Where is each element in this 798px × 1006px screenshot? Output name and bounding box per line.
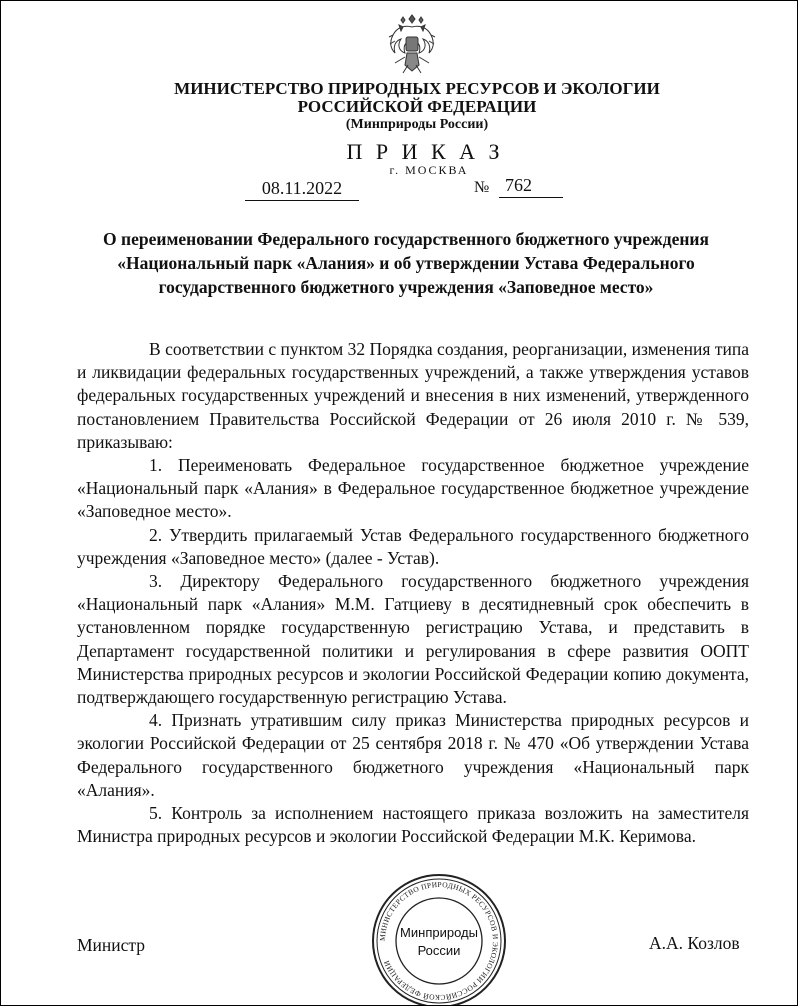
order-item-5: 5. Контроль за исполнением настоящего приказа возложить на заместителя Министра природных ресурсов и экологии Российской Федерации М.К. Керимова. [77,803,749,847]
ministry-short-name: (Минприроды России) [345,117,489,132]
title-line: «Национальный парк «Алания» и об утверждении Устава Федерального [117,253,695,273]
signatory-position: Министр [77,935,146,955]
order-item-4: 4. Признать утратившим силу приказ Министерства природных ресурсов и экологии Российской Федерации от 25 сентября 2018 г. № 470 «Об утверждении Устава Федерального государственного бюджетного учреждения «Национальный парк «Алания». [77,710,749,800]
document-body [77,338,749,848]
document-date: 08.11.2022 [245,178,359,201]
document-city: г. МОСКВА [389,163,469,177]
document-title [61,227,751,299]
number-label: № [474,179,490,196]
intro-paragraph: В соответствии с пунктом 32 Порядка создания, реорганизации, изменения типа и ликвидации федеральных государственных учреждений, а также утверждения уставов федеральных государственных учреждений и внесения в них изменений, утвержденного постановлением Правительства Российской Федерации от 26 июля 2010 г. № 539, приказываю: [77,339,749,452]
order-item-2: 2. Утвердить прилагаемый Устав Федерального государственного бюджетного учреждения «Заповедное место» (далее - Устав). [77,524,749,568]
title-line: О переименовании Федерального государственного бюджетного учреждения [103,229,709,249]
document-type: П Р И К А З [346,139,504,164]
order-item-1: 1. Переименовать Федеральное государственное бюджетное учреждение «Национальный парк «Алания» в Федеральное государственное бюджетное учреждение «Заповедное место». [77,455,749,522]
official-stamp [369,871,509,1006]
ministry-name-line1: МИНИСТЕРСТВО ПРИРОДНЫХ РЕСУРСОВ И ЭКОЛОГИИ [174,79,660,98]
title-line: государственного бюджетного учреждения «Заповедное место» [158,277,654,297]
stamp-center-line2: России [417,943,461,958]
double-headed-eagle-icon [385,13,439,75]
document-number: 762 [499,175,563,198]
order-item-3: 3. Директору Федерального государственного бюджетного учреждения «Национальный парк «Алания» М.М. Гатциеву в десятидневный срок обеспечить в установленном порядке государственную регистрацию Устава, и представить в Департамент государственной политики и регулирования в сфере развития ООПТ Министерства природных ресурсов и экологии Российской Федерации копию документа, подтверждающего государственную регистрацию Устава. [77,571,749,708]
stamp-ring-text: МИНИСТЕРСТВО ПРИРОДНЫХ РЕСУРСОВ И ЭКОЛОГИИ РОССИЙСКОЙ ФЕДЕРАЦИИ [377,879,501,1003]
signatory-name: А.А. Козлов [649,933,740,953]
ministry-name-line2: РОССИЙСКОЙ ФЕДЕРАЦИИ [297,97,537,116]
stamp-center-line1: Минприроды [400,925,478,940]
